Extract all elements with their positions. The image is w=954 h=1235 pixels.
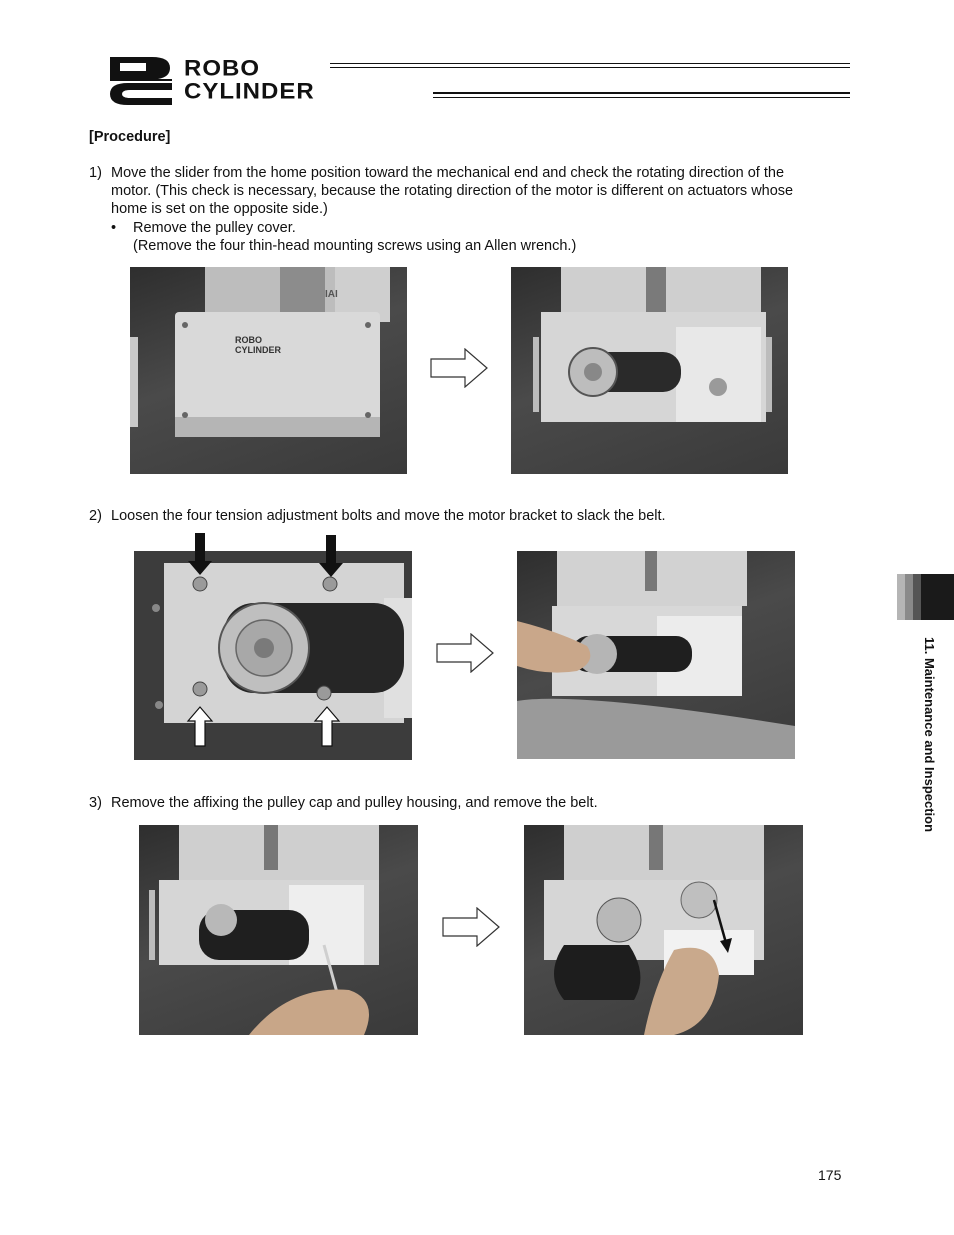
step-1-number: 1) xyxy=(89,165,102,181)
step-2-line-1: Loosen the four tension adjustment bolts and move the motor bracket to slack the belt. xyxy=(111,508,666,524)
step-1-bullet-text: Remove the pulley cover. xyxy=(133,220,296,236)
chapter-side-label xyxy=(919,637,939,877)
rc-logo-mark xyxy=(108,55,178,105)
step-2-number: 2) xyxy=(89,508,102,524)
header-rule-bottom-1 xyxy=(433,92,850,94)
photo-slack-belt xyxy=(517,551,795,759)
arrow-right-3 xyxy=(442,907,500,947)
logo-word-robo: ROBO xyxy=(184,56,260,81)
photo-remove-belt xyxy=(524,825,803,1035)
step-1-bullet: • xyxy=(111,220,117,236)
step-3-line-1: Remove the affixing the pulley cap and pulley housing, and remove the belt. xyxy=(111,795,598,811)
logo-word-cylinder: CYLINDER xyxy=(184,79,315,104)
arrow-right-1 xyxy=(430,348,488,388)
cover-logo-robo: ROBO xyxy=(235,335,262,345)
header-rule-bottom-2 xyxy=(433,97,850,98)
step-3-number: 3) xyxy=(89,795,102,811)
page-number: 175 xyxy=(818,1167,842,1183)
photo-pulley-cover-removed xyxy=(511,267,788,474)
step-1-line-3: home is set on the opposite side.) xyxy=(111,201,328,217)
step-1-bullet-subtext: (Remove the four thin-head mounting screws using an Allen wrench.) xyxy=(133,238,577,254)
arrow-right-2 xyxy=(436,633,494,673)
header-rule-top-2 xyxy=(330,67,850,68)
step-1-line-1: Move the slider from the home position toward the mechanical end and check the rotating direction of the xyxy=(111,165,785,181)
photo-tension-bolts xyxy=(134,533,412,760)
header-rule-top-1 xyxy=(330,63,850,64)
cover-iai-label: IAI xyxy=(325,289,338,300)
step-1-line-2: motor. (This check is necessary, because the rotating direction of the motor is different on actuators whose xyxy=(111,183,794,199)
chapter-title: 11. Maintenance and Inspection xyxy=(922,637,937,833)
chapter-side-tab xyxy=(897,574,954,620)
photo-pulley-cover-attached xyxy=(130,267,407,474)
robo-cylinder-logo xyxy=(108,55,850,107)
photo-remove-pulley-cap xyxy=(139,825,418,1035)
cover-logo-cylinder: CYLINDER xyxy=(235,345,282,355)
procedure-heading: [Procedure] xyxy=(89,129,171,145)
